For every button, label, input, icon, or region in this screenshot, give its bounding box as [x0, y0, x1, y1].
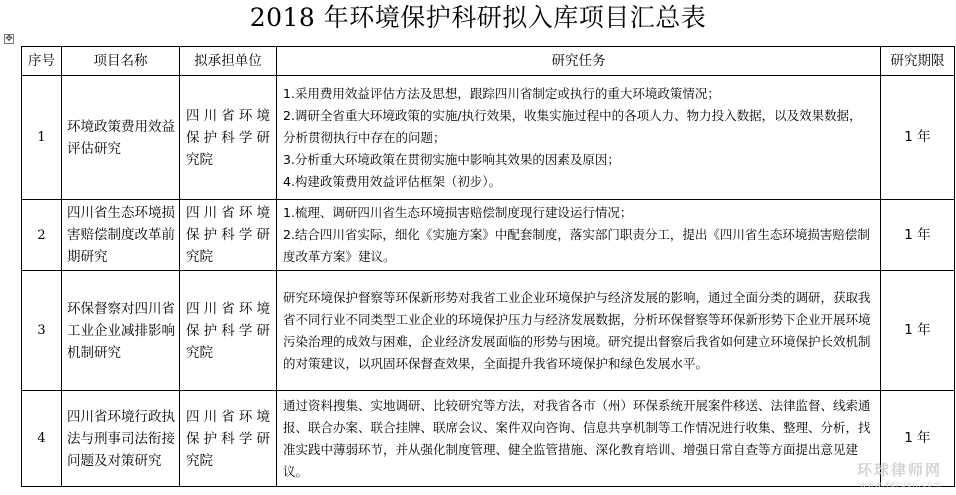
header-task: 研究任务: [277, 47, 881, 76]
unit-line: 四川省环境: [186, 107, 270, 124]
unit-line: 保护科学研: [186, 227, 270, 243]
unit-line: 究院: [186, 452, 213, 469]
table-row: [22, 200, 955, 271]
unit-line: 四川省环境: [186, 205, 270, 221]
task-item: 1.梳理、调研四川省生态环境损害赔偿制度现行建设运行情况；: [283, 205, 633, 220]
row-duration: 1 年: [881, 76, 955, 200]
row-project-name: 四川省环境行政执法与刑事司法衔接问题及对策研究: [62, 391, 180, 487]
task-item: 研究环境保护督察等环保新形势对我省工业企业环境保护与经济发展的影响，通过全面分类的调研，获取我省不同行业不同类型工业企业的环境保护压力与经济发展数据，分析环保督察等环保新形势下企业开展环境污染治理的成效与困难，企业经济发展面临的形势与困境。研究提出督察后我省如何建立环境保护长效机制的对策建议，以巩固环保督查效果，全面提升我省环境保护和绿色发展水平。: [283, 289, 871, 371]
table-row: [22, 76, 955, 200]
row-num: 3: [22, 271, 62, 391]
row-num: 4: [22, 391, 62, 487]
task-item: 1.采用费用效益评估方法及思想，跟踪四川省制定或执行的重大环境政策情况；: [283, 85, 720, 101]
row-duration: 1 年: [881, 271, 955, 391]
header-duration: 研究期限: [881, 47, 955, 76]
header-unit: 拟承担单位: [180, 47, 277, 76]
project-summary-table: [21, 46, 955, 487]
row-project-name: 环保督察对四川省工业企业减排影响机制研究: [62, 271, 180, 391]
row-num: 2: [22, 200, 62, 271]
row-task: [277, 391, 881, 487]
row-project-name: 环境政策费用效益评估研究: [62, 76, 180, 200]
row-unit: [180, 271, 277, 391]
header-name: 项目名称: [62, 47, 180, 76]
row-duration: 1 年: [881, 200, 955, 271]
unit-line: 四川省环境: [186, 408, 270, 425]
unit-line: 究院: [186, 249, 213, 265]
watermark: [857, 459, 942, 489]
unit-line: 四川省环境: [186, 300, 270, 317]
unit-line: 保护科学研: [186, 322, 270, 339]
page-title: 2018 年环境保护科研拟入库项目汇总表: [249, 3, 707, 32]
row-project-name: 四川省生态环境损害赔偿制度改革前期研究: [62, 200, 180, 271]
table-row: [22, 271, 955, 391]
row-duration: 1 年: [881, 391, 955, 487]
table-row: [22, 391, 955, 487]
row-unit: [180, 200, 277, 271]
row-num: 1: [22, 76, 62, 200]
table-header-row: [22, 47, 955, 76]
unit-line: 保护科学研: [186, 129, 270, 146]
row-task: [277, 200, 881, 271]
row-task: [277, 76, 881, 200]
row-unit: [180, 391, 277, 487]
task-item: 2.结合四川省实际，细化《实施方案》中配套制度，落实部门职责分工，提出《四川省生态环境损害赔偿制度改革方案》建议。: [283, 227, 870, 264]
unit-line: 保护科学研: [186, 430, 270, 447]
row-task: [277, 271, 881, 391]
task-item: 通过资料搜集、实地调研、比较研究等方法，对我省各市（州）环保系统开展案件移送、法律监督、线索通报、联合办案、联合挂牌、联席会议、案件双向咨询、信息共享机制等工作情况进行收集、整理、分析，找准实践中薄弱环节，并从强化制度管理、健全监管措施、深化教育培训、增强日常自查等方面提出意见建议。: [283, 397, 871, 479]
task-item: 2.调研全省重大环境政策的实施/执行效果，收集实施过程中的各项人力、物力投入数据，以及效果数据，分析贯彻执行中存在的问题；: [283, 107, 862, 145]
watermark-url: www.Yeruen.com: [859, 480, 942, 489]
header-num: 序号: [22, 47, 62, 76]
unit-line: 究院: [186, 344, 213, 361]
task-item: 3.分析重大环境政策在贯彻实施中影响其效果的因素及原因；: [283, 151, 620, 167]
watermark-text: 环球律师网: [856, 461, 942, 479]
row-unit: [180, 76, 277, 200]
unit-line: 究院: [186, 151, 213, 168]
table-move-handle-icon[interactable]: ✥: [5, 34, 13, 44]
task-item: 4.构建政策费用效益评估框架（初步）。: [283, 173, 502, 189]
